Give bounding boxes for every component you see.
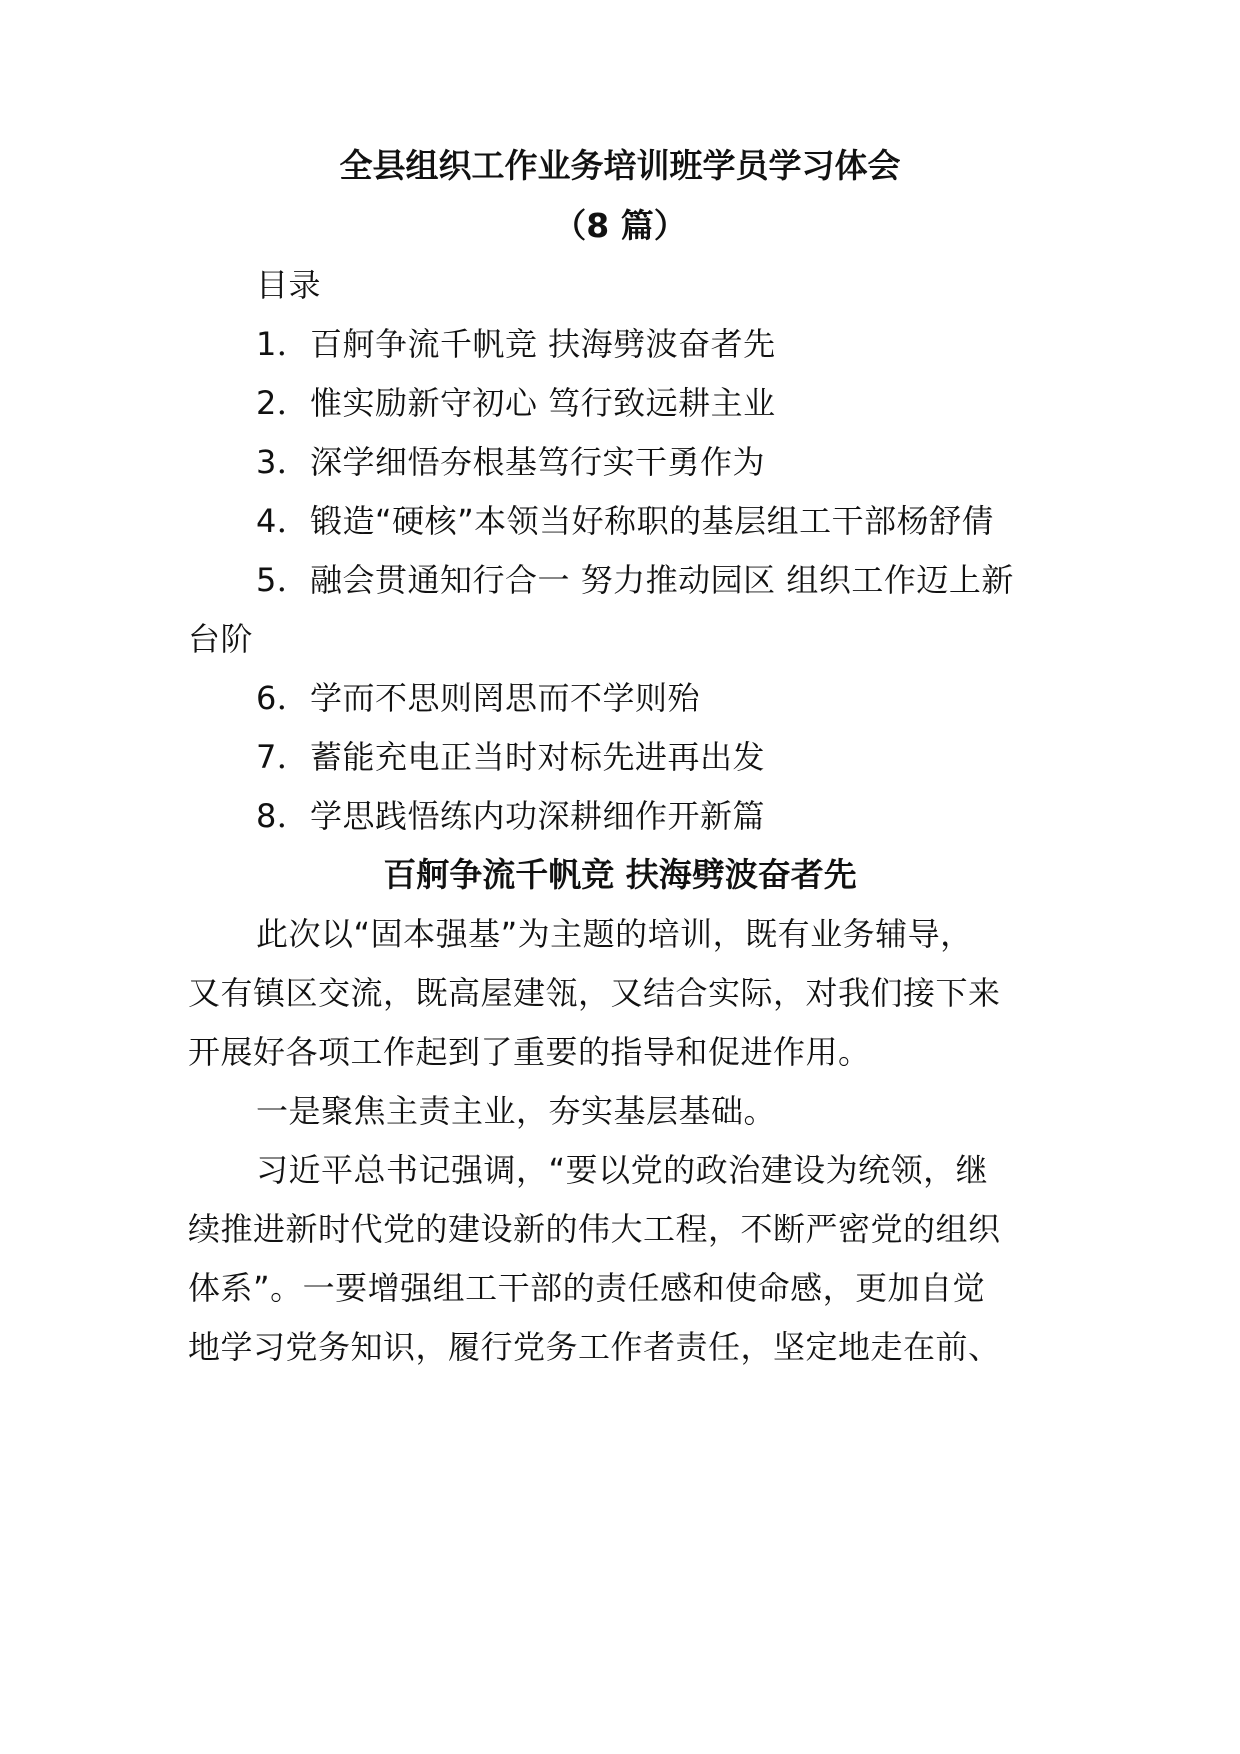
toc-item-number: 3． xyxy=(256,443,310,481)
toc-item xyxy=(256,501,994,541)
toc-item-number: 7． xyxy=(256,738,310,776)
paragraph-line: 体系”。一要增强组工干部的责任感和使命感，更加自觉 xyxy=(188,1269,986,1307)
toc-item-text: 深学细悟夯根基笃行实干勇作为 xyxy=(310,443,766,481)
paragraph-line: 此次以“固本强基”为主题的培训，既有业务辅导， xyxy=(256,915,973,953)
toc-item-text: 学而不思则罔思而不学则殆 xyxy=(310,679,701,717)
paragraph-line: 习近平总书记强调，“要以党的政治建设为统领，继 xyxy=(256,1151,989,1189)
toc-item-text: 学思践悟练内功深耕细作开新篇 xyxy=(310,797,766,835)
toc-item-text: 百舸争流千帆竞 扶海劈波奋者先 xyxy=(310,325,776,363)
toc-item xyxy=(256,796,765,836)
paragraph-line: 续推进新时代党的建设新的伟大工程，不断严密党的组织 xyxy=(188,1210,1001,1248)
toc-item xyxy=(256,324,776,364)
toc-item-number: 2． xyxy=(256,384,310,422)
toc-item xyxy=(256,737,765,777)
toc-item-text: 蓄能充电正当时对标先进再出发 xyxy=(310,738,766,776)
toc-item-text: 锻造“硬核”本领当好称职的基层组工干部杨舒倩 xyxy=(310,502,995,540)
toc-item-number: 6． xyxy=(256,679,310,717)
paragraph-line: 一是聚焦主责主业，夯实基层基础。 xyxy=(256,1092,777,1130)
toc-heading: 目录 xyxy=(256,266,322,304)
toc-item-number: 8． xyxy=(256,797,310,835)
toc-item xyxy=(256,560,1014,600)
paragraph-line: 地学习党务知识，履行党务工作者责任，坚定地走在前、 xyxy=(188,1328,1001,1366)
toc-item-number: 4． xyxy=(256,502,310,540)
paragraph-line: 开展好各项工作起到了重要的指导和促进作用。 xyxy=(188,1033,871,1071)
document-title: 全县组织工作业务培训班学员学习体会 xyxy=(339,146,901,185)
toc-item xyxy=(256,383,776,423)
toc-item-number: 1． xyxy=(256,325,310,363)
document-subtitle: （8 篇） xyxy=(553,206,687,245)
toc-item-text: 惟实励新守初心 笃行致远耕主业 xyxy=(310,384,776,422)
toc-item-number: 5． xyxy=(256,561,310,599)
paragraph-line: 又有镇区交流，既高屋建瓴，又结合实际，对我们接下来 xyxy=(188,974,1001,1012)
section-title: 百舸争流千帆竞 扶海劈波奋者先 xyxy=(383,855,857,894)
toc-item xyxy=(256,442,765,482)
toc-item xyxy=(256,678,700,718)
toc-item-text: 融会贯通知行合一 努力推动园区 组织工作迈上新 xyxy=(310,561,1014,599)
toc-item-continuation: 台阶 xyxy=(188,620,254,658)
